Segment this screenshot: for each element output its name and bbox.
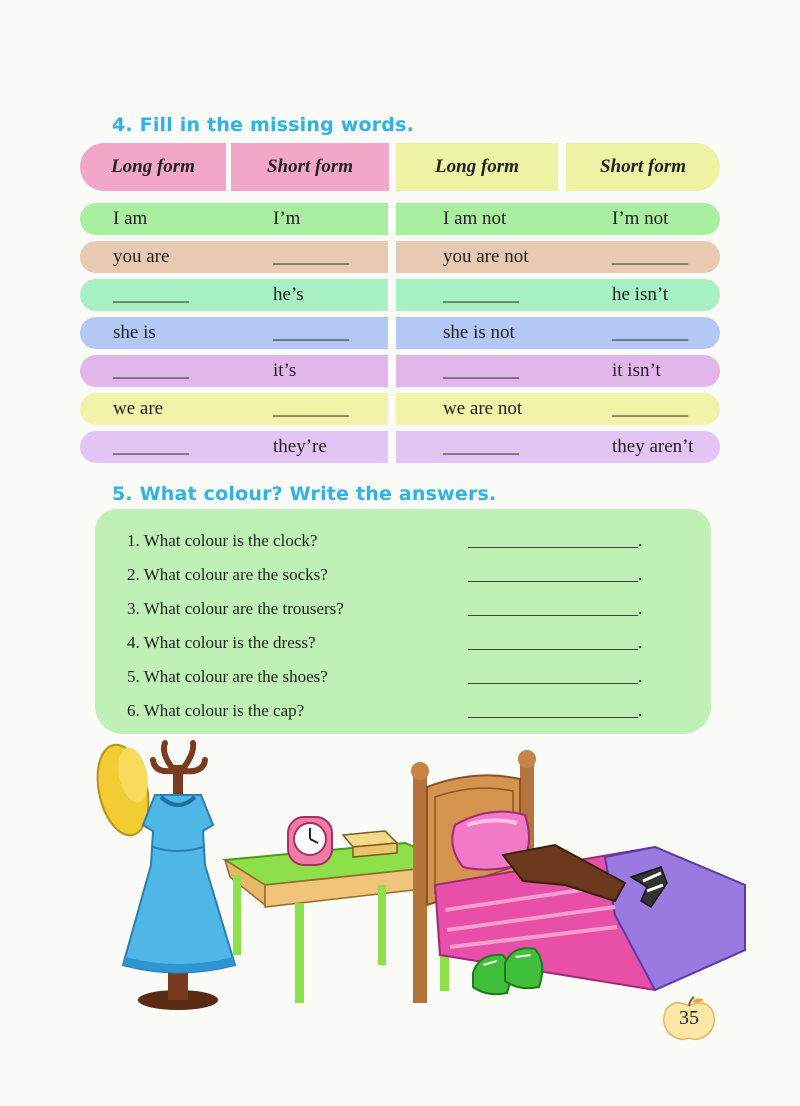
table-row [80,317,720,349]
question-row [127,531,687,559]
table-cell: I am not [443,208,507,229]
header-long-form-1: Long form [80,143,226,191]
question-text: 2. What colour are the socks? [127,565,328,584]
table-row [80,241,720,273]
table-cell: you are [113,246,170,267]
table-cell: they’re [273,436,327,457]
question-row [127,701,687,729]
table-cell[interactable]: ________ [612,398,688,419]
table-cell: they aren’t [612,436,694,457]
question-text: 3. What colour are the trousers? [127,599,344,618]
exercise-5-title: 5. What colour? Write the answers. [112,483,497,505]
table-row [80,431,720,463]
question-text: 1. What colour is the clock? [127,531,318,550]
answer-blank[interactable]: ____________________. [468,633,643,652]
table-row [80,355,720,387]
exercise-4-title: 4. Fill in the missing words. [112,114,415,136]
question-text: 4. What colour is the dress? [127,633,316,652]
table-row [80,393,720,425]
bedroom-illustration [95,735,760,1035]
table-cell[interactable]: ________ [443,436,519,457]
answer-blank[interactable]: ____________________. [468,599,643,618]
table-cell: I’m not [612,208,669,229]
contractions-table [80,143,720,463]
table-cell[interactable]: ________ [273,246,349,267]
table-cell[interactable]: ________ [113,284,189,305]
table-header-row [80,143,720,191]
table-cell[interactable]: ________ [443,360,519,381]
table-cell[interactable]: ________ [273,322,349,343]
clock-icon [288,817,332,865]
question-row [127,667,687,695]
table-cell: you are not [443,246,529,267]
page-number: 35 [679,1007,699,1029]
table-cell: he isn’t [612,284,669,305]
question-text: 5. What colour are the shoes? [127,667,328,686]
question-row [127,633,687,661]
table-cell: she is not [443,322,515,343]
answer-blank[interactable]: ____________________. [468,667,643,686]
questions-box [95,509,711,734]
table-cell: we are [113,398,164,419]
table-cell[interactable]: ________ [113,436,189,457]
table-row [80,203,720,235]
table-row [80,279,720,311]
table-cell[interactable]: ________ [443,284,519,305]
answer-blank[interactable]: ____________________. [468,565,643,584]
question-row [127,599,687,627]
question-row [127,565,687,593]
table-cell: it’s [273,360,297,381]
table-cell: I am [113,208,148,229]
header-short-form-2: Short form [566,143,720,191]
table-cell[interactable]: ________ [612,246,688,267]
table-cell[interactable]: ________ [113,360,189,381]
table-cell: she is [113,322,156,343]
page-number-badge [660,996,718,1042]
table-cell: we are not [443,398,523,419]
table-cell[interactable]: ________ [273,398,349,419]
question-text: 6. What colour is the cap? [127,701,305,720]
answer-blank[interactable]: ____________________. [468,531,643,550]
table-cell: he’s [273,284,304,305]
header-short-form-1: Short form [231,143,389,191]
table-cell: it isn’t [612,360,661,381]
header-long-form-2: Long form [396,143,558,191]
answer-blank[interactable]: ____________________. [468,701,643,720]
table-cell: I’m [273,208,301,229]
table-cell[interactable]: ________ [612,322,688,343]
